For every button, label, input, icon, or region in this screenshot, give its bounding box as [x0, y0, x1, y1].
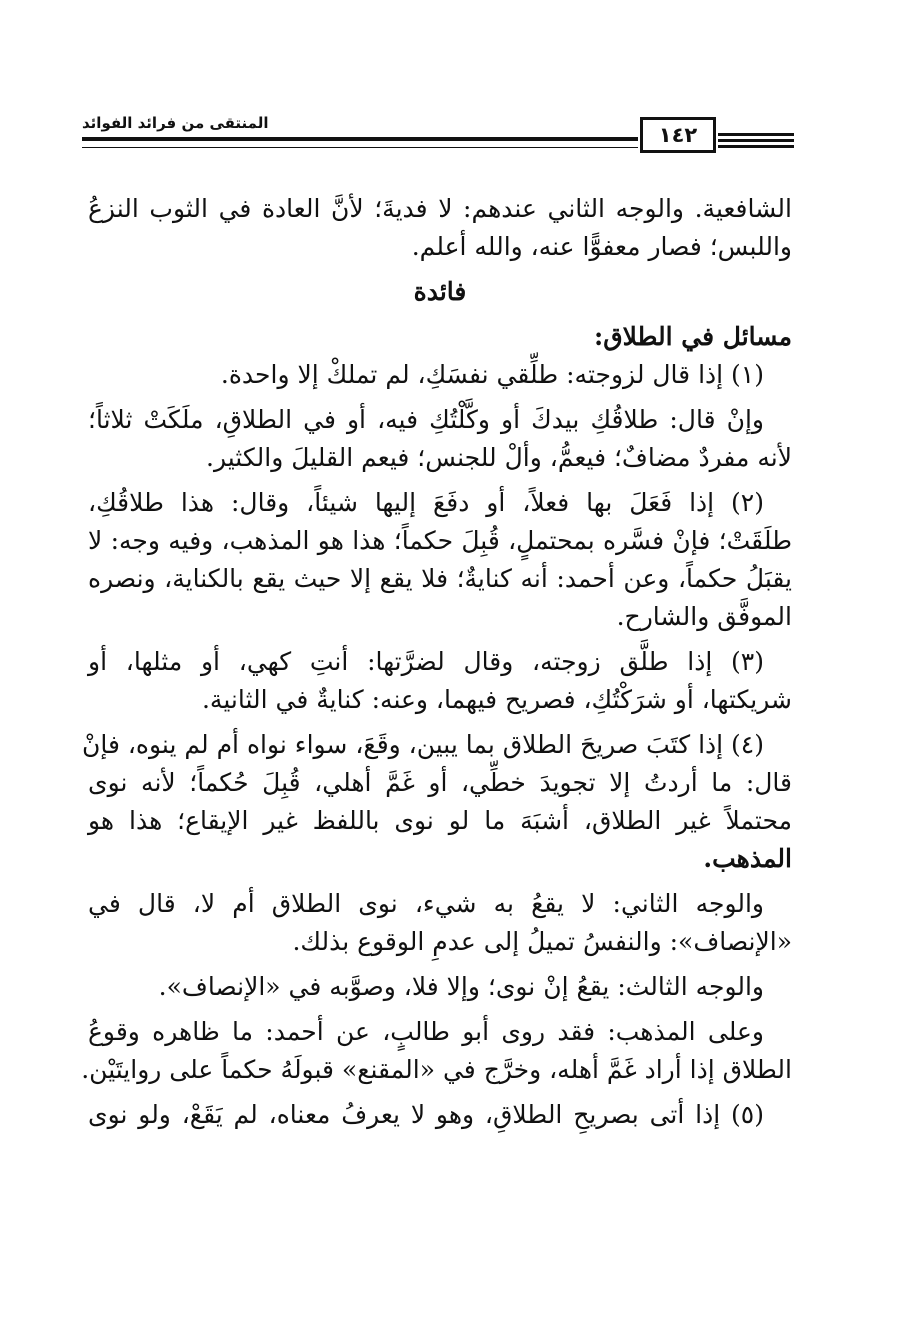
text-line: «الإنصاف»: والنفسُ تميلُ إلى عدمِ الوقوع بذلك. [292, 927, 792, 956]
page-number: ١٤٢ [640, 117, 716, 153]
text-line: (٥) إذا أتى بصريحِ الطلاقِ، وهو لا يعرفُ معناه، لم يَقَعْ، ولو نوى [88, 1100, 764, 1129]
text-line: والوجه الثاني: لا يقعُ به شيء، نوى الطلاق أم لا، قال في [88, 889, 765, 918]
text-line: طلَقَتْ؛ فإنْ فسَّره بمحتملٍ، قُبِلَ حكماً؛ هذا هو المذهب، وفيه وجه: لا [88, 526, 792, 555]
text-line: واللبس؛ فصار معفوًّا عنه، والله أعلم. [411, 232, 792, 261]
text-line: (٤) إذا كتَبَ صريحَ الطلاق بما يبين، وقَعَ، سواء نواه أم لم ينوه، فإنْ [81, 730, 764, 759]
text-line: وإنْ قال: طلاقُكِ بيدكَ أو وكَّلْتُكِ فيه، أو في الطلاقِ، ملَكَتْ ثلاثاً؛ [88, 405, 764, 434]
text-line: لأنه مفردٌ مضافٌ؛ فيعمُّ، وألْ للجنس؛ فيعم القليلَ والكثير. [206, 443, 792, 472]
text-line: (١) إذا قال لزوجته: طلِّقي نفسَكِ، لم تملكْ إلا واحدة. [220, 360, 764, 389]
text-line: يقبَلُ حكماً، وعن أحمد: أنه كنايةٌ؛ فلا يقع إلا حيث يقع بالكناية، ونصره [88, 564, 792, 593]
text-line: والوجه الثالث: يقعُ إنْ نوى؛ وإلا فلا، وصوَّبه في «الإنصاف». [158, 972, 764, 1001]
text-line: الشافعية. والوجه الثاني عندهم: لا فديةَ؛ لأنَّ العادة في الثوب النزعُ [88, 194, 792, 223]
header-rule [82, 137, 638, 148]
header-rule-right [718, 133, 794, 148]
text-line: (٢) إذا فَعَلَ بها فعلاً، أو دفَعَ إليها شيئاً، وقال: هذا طلاقُكِ، [88, 488, 764, 517]
section-heading: فائدة [413, 277, 467, 306]
page-body [81, 190, 792, 1134]
text-line: المذهب. [703, 844, 792, 873]
text-line: شريكتها، أو شرَكْتُكِ، فصريح فيهما، وعنه: كنايةٌ في الثانية. [201, 685, 792, 714]
text-line: (٣) إذا طلَّق زوجته، وقال لضرَّتها: أنتِ كهي، أو مثلها، أو [88, 647, 764, 676]
text-line: قال: ما أردتُ إلا تجويدَ خطِّي، أو غَمَّ أهلي، قُبِلَ حُكماً؛ لأنه نوى [88, 768, 792, 797]
running-header-title: المنتقى من فرائد الفوائد [82, 114, 269, 132]
subsection-heading: مسائل في الطلاق: [593, 322, 792, 351]
text-line: الطلاق إذا أراد غَمَّ أهله، وخرَّج في «المقنع» قبولَهُ حكماً على روايتَيْن. [81, 1055, 792, 1084]
text-line: الموفَّق والشارح. [616, 602, 792, 631]
text-line: محتملاً غير الطلاق، أشبَهَ ما لو نوى باللفظ غير الإيقاع؛ هذا هو [88, 806, 792, 835]
text-line: وعلى المذهب: فقد روى أبو طالبٍ، عن أحمد: ما ظاهره وقوعُ [88, 1017, 764, 1046]
